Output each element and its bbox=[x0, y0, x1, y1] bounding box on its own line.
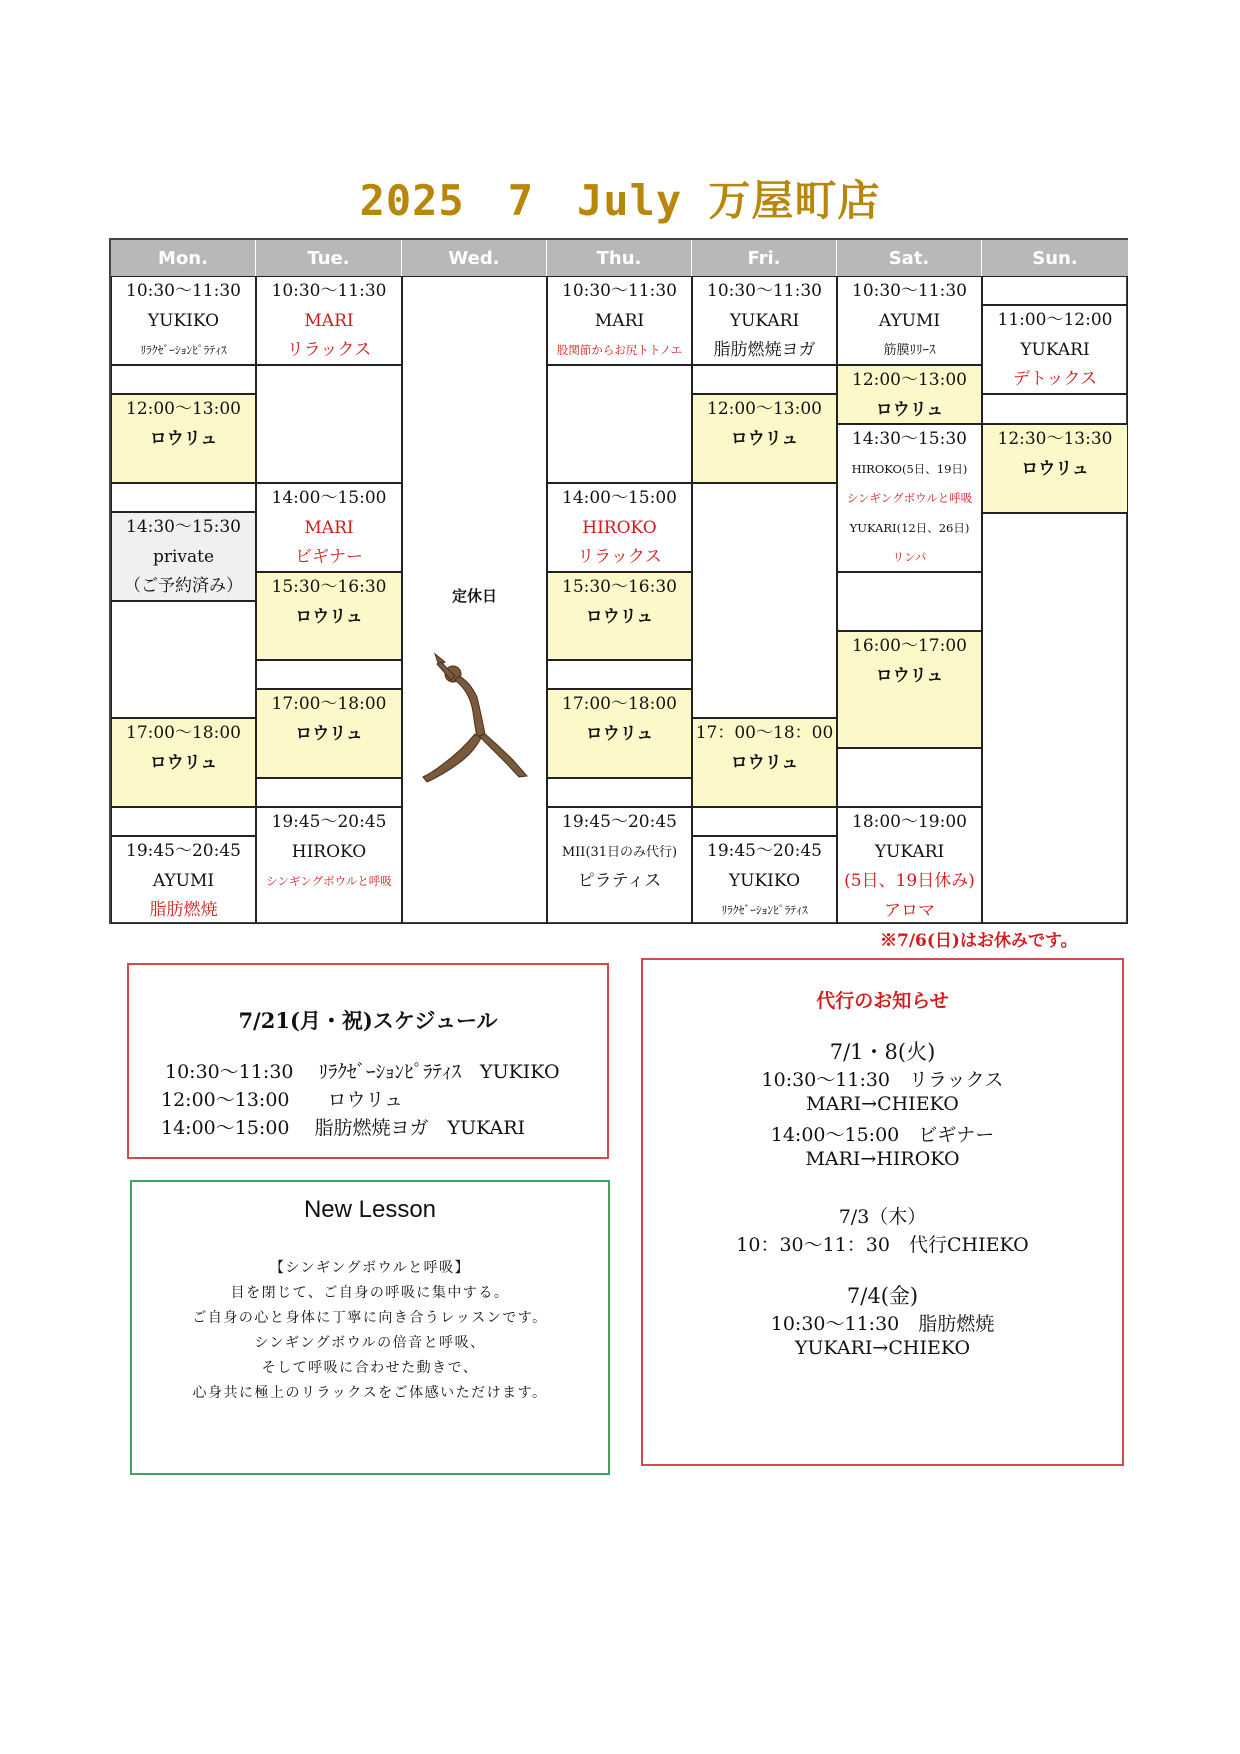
slot-class: ロウリュ bbox=[730, 428, 799, 449]
slot-time: 12:00～13:00 bbox=[852, 370, 967, 390]
tue-empty bbox=[256, 660, 402, 689]
slot-class: ロウリュ bbox=[149, 428, 218, 449]
substitute-line: 10:30～11:30 リラックス bbox=[761, 1069, 1004, 1091]
slot-class: 脂肪燃焼ヨガ bbox=[713, 340, 816, 360]
slot-class: アロマ bbox=[884, 900, 935, 921]
holiday-note: ※7/6(日)はお休みです。 bbox=[880, 931, 1078, 951]
slot-class: ロウリュ bbox=[295, 723, 363, 744]
thu-slot-3 bbox=[547, 572, 692, 660]
header-fri: Fri. bbox=[692, 240, 837, 276]
new-lesson-line: そして呼吸に合わせた動きで、 bbox=[261, 1360, 479, 1376]
slot-class: ロウリュ bbox=[295, 606, 363, 627]
slot-time: 16:00～17:00 bbox=[852, 636, 967, 656]
sat-slot-5 bbox=[837, 807, 982, 924]
slot-instructor: MII(31日のみ代行) bbox=[561, 844, 678, 860]
slot-class: ロウリュ bbox=[585, 606, 654, 627]
substitute-notice-box bbox=[641, 958, 1124, 1466]
thu-slot-5 bbox=[547, 807, 692, 924]
new-lesson-line: ご自身の心と身体に丁寧に向き合うレッスンです。 bbox=[192, 1310, 548, 1326]
slot-time: 14:00～15:00 bbox=[562, 488, 677, 508]
fri-empty bbox=[692, 807, 837, 836]
header-thu: Thu. bbox=[547, 240, 692, 276]
mon-empty bbox=[111, 365, 256, 394]
slot-class: 股関節からお尻トトノエ bbox=[556, 343, 683, 357]
sun-empty bbox=[982, 276, 1128, 305]
slot-instructor: YUKARI(12日、26日) bbox=[849, 520, 970, 535]
substitute-date: 7/3（木） bbox=[838, 1206, 927, 1228]
tue-slot-4 bbox=[256, 689, 402, 778]
substitute-line: MARI→CHIEKO bbox=[806, 1093, 959, 1115]
mon-empty bbox=[111, 483, 256, 512]
new-lesson-title: New Lesson bbox=[303, 1196, 437, 1223]
sat-slot-1 bbox=[837, 276, 982, 365]
slot-instructor: YUKIKO bbox=[147, 310, 220, 331]
header-sun: Sun. bbox=[982, 240, 1128, 276]
substitute-date: 7/1・8(火) bbox=[829, 1040, 936, 1064]
tue-slot-1 bbox=[256, 276, 402, 365]
slot-class: ロウリュ bbox=[875, 665, 944, 686]
mon-slot-2 bbox=[111, 394, 256, 483]
slot-time: 10:30～11:30 bbox=[707, 281, 822, 301]
slot-time: 14:30～15:30 bbox=[126, 517, 241, 537]
fri-slot-5 bbox=[692, 836, 837, 924]
slot-time: 17：00～18：00 bbox=[695, 723, 834, 743]
fri-slot-2 bbox=[692, 394, 837, 483]
tue-slot-5 bbox=[256, 807, 402, 924]
special-line: 12:00～13:00 ロウリュ bbox=[161, 1089, 403, 1111]
slot-instructor: HIROKO bbox=[582, 517, 657, 538]
slot-note: (5日、19日休み) bbox=[844, 871, 975, 891]
slot-instructor: AYUMI bbox=[152, 870, 215, 891]
wed-closed bbox=[402, 276, 547, 924]
yoga-pose-icon bbox=[415, 652, 535, 792]
new-lesson-box bbox=[130, 1180, 610, 1475]
substitute-title: 代行のお知らせ bbox=[816, 990, 949, 1012]
slot-time: 19:45～20:45 bbox=[562, 812, 677, 832]
slot-time: 15:30～16:30 bbox=[271, 577, 387, 597]
slot-class: デトックス bbox=[1012, 369, 1098, 389]
thu-slot-1 bbox=[547, 276, 692, 365]
slot-time: 17:00～18:00 bbox=[271, 694, 387, 714]
slot-class: ロウリュ bbox=[730, 752, 799, 773]
tue-empty bbox=[256, 778, 402, 807]
sat-slot-4 bbox=[837, 631, 982, 748]
slot-instructor: YUKARI bbox=[874, 841, 945, 862]
sat-slot-2 bbox=[837, 365, 982, 424]
thu-slot-4 bbox=[547, 689, 692, 778]
special-schedule-title: 7/21(月・祝)スケジュール bbox=[238, 1008, 498, 1033]
slot-time: 18:00～19:00 bbox=[852, 812, 967, 832]
fri-empty bbox=[692, 483, 837, 718]
sun-slot-1 bbox=[982, 305, 1128, 394]
slot-instructor: MARI bbox=[304, 310, 354, 331]
slot-time: 17:00～18:00 bbox=[562, 694, 677, 714]
sun-slot-2 bbox=[982, 424, 1128, 513]
thu-empty bbox=[547, 365, 692, 483]
new-lesson-line: 心身共に極上のリラックスをご体感いただけます。 bbox=[192, 1385, 548, 1401]
sun-empty bbox=[982, 513, 1128, 924]
substitute-line: 10:30～11:30 脂肪燃焼 bbox=[770, 1313, 995, 1335]
tue-slot-2 bbox=[256, 483, 402, 572]
slot-instructor: YUKARI bbox=[729, 310, 800, 331]
mon-slot-1 bbox=[111, 276, 256, 365]
slot-class: ﾘﾗｸｾﾞｰｼｮﾝﾋﾟﾗﾃｨｽ bbox=[721, 903, 808, 917]
slot-time: 19:45～20:45 bbox=[707, 841, 822, 861]
substitute-line: 14:00～15:00 ビギナー bbox=[770, 1124, 995, 1146]
slot-class: リラックス bbox=[577, 547, 662, 567]
slot-class: 脂肪燃焼 bbox=[149, 900, 218, 920]
slot-time: 10:30～11:30 bbox=[126, 281, 241, 301]
special-line: 14:00～15:00 脂肪燃焼ヨガ YUKARI bbox=[161, 1117, 526, 1139]
header-wed: Wed. bbox=[402, 240, 547, 276]
slot-time: 11:00～12:00 bbox=[997, 310, 1113, 330]
slot-class: リンパ bbox=[892, 550, 927, 564]
slot-time: 19:45～20:45 bbox=[126, 841, 241, 861]
slot-class: ロウリュ bbox=[875, 399, 944, 420]
slot-time: 14:00～15:00 bbox=[271, 488, 387, 508]
header-mon: Mon. bbox=[111, 240, 256, 276]
fri-slot-1 bbox=[692, 276, 837, 365]
slot-class: ロウリュ bbox=[149, 752, 218, 773]
sat-empty bbox=[837, 572, 982, 631]
sun-empty bbox=[982, 394, 1128, 424]
fri-empty bbox=[692, 365, 837, 394]
new-lesson-line: 目を閉じて、ご自身の呼吸に集中する。 bbox=[230, 1285, 510, 1301]
mon-empty bbox=[111, 601, 256, 718]
slot-class: シンギングボウルと呼吸 bbox=[266, 874, 392, 888]
new-lesson-body bbox=[132, 1256, 608, 1406]
tue-empty bbox=[256, 365, 402, 483]
slot-time: 12:30～13:30 bbox=[997, 429, 1113, 449]
new-lesson-line: シンギングボウルの倍音と呼吸、 bbox=[254, 1335, 486, 1351]
special-schedule-box bbox=[127, 963, 609, 1159]
slot-instructor: AYUMI bbox=[878, 310, 941, 331]
slot-time: 19:45～20:45 bbox=[271, 812, 387, 832]
slot-time: 14:30～15:30 bbox=[852, 429, 967, 449]
slot-time: 17:00～18:00 bbox=[126, 723, 241, 743]
closed-label: 定休日 bbox=[451, 587, 497, 605]
substitute-line: 10：30～11：30 代行CHIEKO bbox=[736, 1234, 1029, 1256]
slot-time: 10:30～11:30 bbox=[852, 281, 967, 301]
new-lesson-line: 【シンギングボウルと呼吸】 bbox=[269, 1260, 471, 1276]
fri-slot-4 bbox=[692, 718, 837, 807]
substitute-line: YUKARI→CHIEKO bbox=[794, 1337, 971, 1359]
mon-slot-5 bbox=[111, 836, 256, 924]
sat-slot-3 bbox=[837, 424, 982, 572]
slot-instructor: HIROKO(5日、19日) bbox=[851, 461, 968, 476]
slot-time: 12:00～13:00 bbox=[707, 399, 822, 419]
mon-slot-3 bbox=[111, 512, 256, 601]
slot-time: 10:30～11:30 bbox=[271, 281, 387, 301]
slot-instructor: HIROKO bbox=[291, 841, 367, 862]
slot-instructor: YUKARI bbox=[1020, 339, 1090, 360]
schedule-table bbox=[109, 238, 1128, 924]
slot-class: シンギングボウルと呼吸 bbox=[846, 491, 973, 505]
slot-class: ﾘﾗｸｾﾞｰｼｮﾝﾋﾟﾗﾃｨｽ bbox=[140, 343, 227, 357]
slot-time: 12:00～13:00 bbox=[126, 399, 241, 419]
page-title: 2025 7 July 万屋町店 bbox=[359, 176, 881, 225]
substitute-line: MARI→HIROKO bbox=[805, 1148, 960, 1170]
thu-empty bbox=[547, 778, 692, 807]
substitute-date: 7/4(金) bbox=[846, 1284, 919, 1308]
header-tue: Tue. bbox=[256, 240, 402, 276]
slot-instructor: YUKIKO bbox=[728, 870, 801, 891]
thu-empty bbox=[547, 660, 692, 689]
mon-empty bbox=[111, 807, 256, 836]
slot-time: 15:30～16:30 bbox=[562, 577, 677, 597]
special-line: 10:30～11:30 ﾘﾗｸｾﾞｰｼｮﾝﾋﾟﾗﾃｨｽ YUKIKO bbox=[165, 1061, 560, 1083]
slot-class: 筋膜ﾘﾘｰｽ bbox=[883, 343, 936, 358]
slot-instructor: MARI bbox=[594, 310, 645, 331]
slot-class: ロウリュ bbox=[585, 723, 654, 744]
slot-instructor: private bbox=[152, 546, 215, 567]
sat-empty bbox=[837, 748, 982, 807]
thu-slot-2 bbox=[547, 483, 692, 572]
slot-instructor: MARI bbox=[304, 517, 354, 538]
slot-class: ロウリュ bbox=[1021, 458, 1089, 479]
header-sat: Sat. bbox=[837, 240, 982, 276]
tue-slot-3 bbox=[256, 572, 402, 660]
slot-time: 10:30～11:30 bbox=[562, 281, 677, 301]
mon-slot-4 bbox=[111, 718, 256, 807]
slot-class: ピラティス bbox=[577, 871, 662, 891]
slot-class: リラックス bbox=[286, 340, 372, 360]
slot-class: （ご予約済み） bbox=[124, 576, 243, 596]
slot-class: ビギナー bbox=[295, 547, 363, 567]
